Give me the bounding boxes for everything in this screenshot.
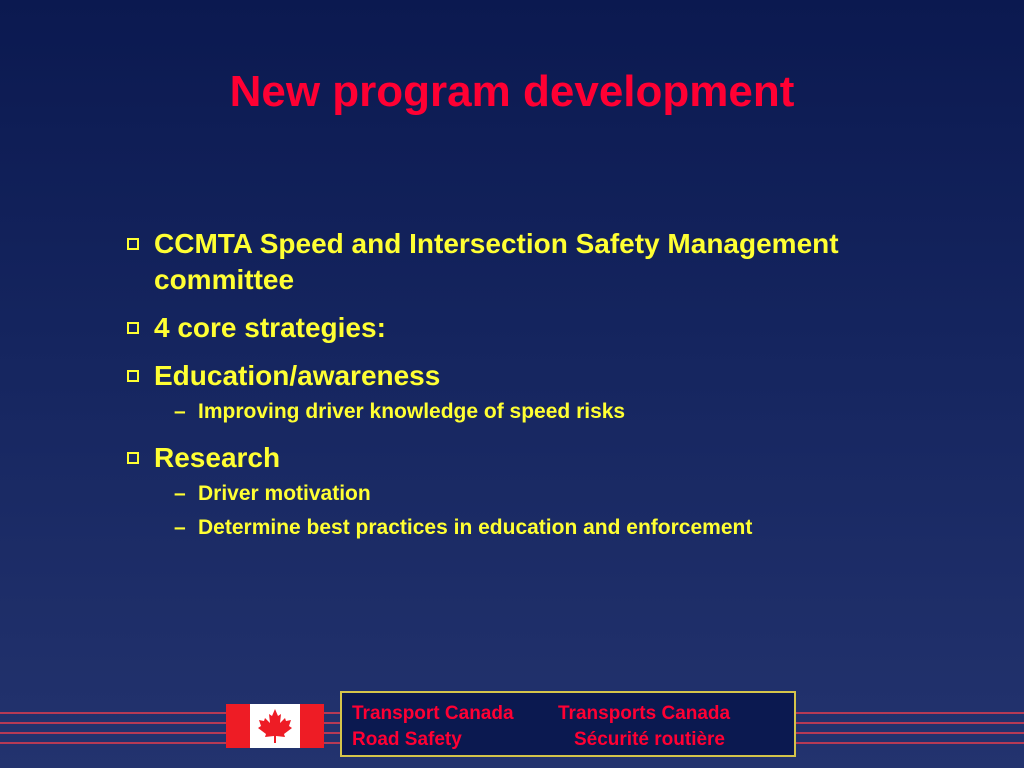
square-bullet-icon xyxy=(127,238,139,250)
flag-left-bar xyxy=(226,704,250,748)
government-signature xyxy=(340,691,796,757)
sub-bullet-item xyxy=(124,514,904,542)
dash-bullet-icon: – xyxy=(174,400,186,423)
bullet-text: Research xyxy=(154,442,281,473)
bullet-text: Education/awareness xyxy=(154,360,441,391)
signature-fr-line2: Sécurité routière xyxy=(574,729,725,750)
sub-bullet-text: Driver motivation xyxy=(198,482,371,505)
dash-bullet-icon: – xyxy=(174,516,186,539)
bullet-item xyxy=(124,310,904,346)
signature-fr-line1: Transports Canada xyxy=(558,703,731,724)
canada-flag-icon xyxy=(226,704,324,748)
sub-bullet-item xyxy=(124,480,904,508)
flag-right-bar xyxy=(300,704,324,748)
flag-center xyxy=(250,704,300,748)
dash-bullet-icon: – xyxy=(174,482,186,505)
square-bullet-icon xyxy=(127,370,139,382)
signature-en-line1: Transport Canada xyxy=(352,703,514,724)
bullet-text: CCMTA Speed and Intersection Safety Management committee xyxy=(154,228,839,295)
bullet-item xyxy=(124,226,904,298)
square-bullet-icon xyxy=(127,452,139,464)
bullet-list xyxy=(124,226,904,552)
bullet-item xyxy=(124,440,904,476)
sub-bullet-text: Improving driver knowledge of speed risks xyxy=(198,400,626,423)
signature-en-line2: Road Safety xyxy=(352,729,462,750)
maple-leaf-icon xyxy=(255,708,295,744)
bullet-item xyxy=(124,358,904,394)
sub-bullet-item xyxy=(124,398,904,426)
sub-bullet-text: Determine best practices in education and enforcement xyxy=(198,516,753,539)
bullet-text: 4 core strategies: xyxy=(154,312,386,343)
slide-title: New program development xyxy=(229,67,795,116)
square-bullet-icon xyxy=(127,322,139,334)
